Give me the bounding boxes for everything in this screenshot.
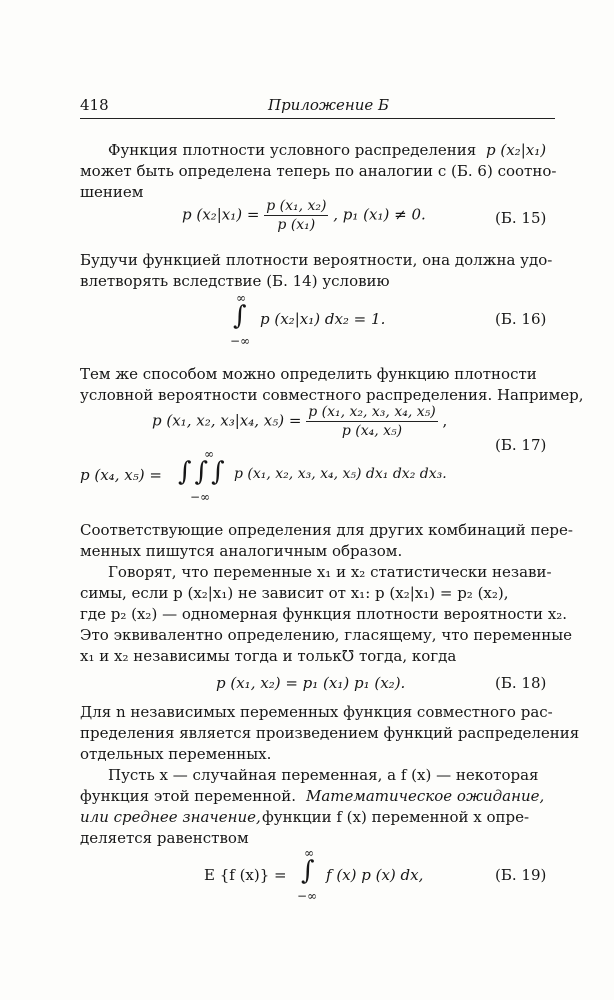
paragraph-line: Говорят, что переменные x₁ и x₂ статистически незави-	[108, 563, 552, 581]
paragraph-line: Для n независимых переменных функция совместного рас-	[80, 703, 553, 721]
italic-term: Математическое ожидание,	[306, 787, 545, 805]
paragraph-line: Соответствующие определения для других комбинаций пере-	[80, 521, 573, 539]
equation-number: (Б. 15)	[495, 209, 547, 227]
fraction	[264, 198, 328, 233]
equation-b18-body: p (x₁, x₂) = p₁ (x₁) p₁ (x₂).	[216, 674, 406, 692]
fraction-numerator: p (x₁, x₂)	[266, 198, 327, 214]
integral-upper-limit: ∞	[236, 291, 246, 305]
equation-lhs: p (x₄, x₅) =	[80, 466, 162, 484]
running-title: Приложение Б	[268, 96, 390, 114]
equation-number: (Б. 17)	[495, 436, 547, 454]
paragraph-line: влетворять вследствие (Б. 14) условию	[80, 272, 390, 290]
equation-b19-body: f (x) p (x) dx,	[326, 866, 424, 884]
paragraph-line: Будучи функцией плотности вероятности, она должна удо-	[80, 251, 553, 269]
integral-lower-limit: −∞	[297, 889, 318, 903]
integral-upper-limit: ∞	[204, 447, 214, 461]
equation-number: (Б. 16)	[495, 310, 547, 328]
paragraph-line: шением	[80, 183, 144, 201]
paragraph-line: функции f (x) переменной x опре-	[262, 808, 530, 826]
equation-lhs: p (x₂|x₁) =	[182, 205, 260, 224]
equation-b16-body: p (x₂|x₁) dx₂ = 1.	[260, 310, 386, 328]
paragraph-line: деляется равенством	[80, 829, 249, 847]
equation-b17-integrand: p (x₁, x₂, x₃, x₄, x₅) dx₁ dx₂ dx₃.	[234, 466, 447, 482]
equation-number: (Б. 19)	[495, 866, 547, 884]
paragraph-line: Это эквивалентно определению, гласящему, что переменные	[80, 626, 573, 644]
equation-number: (Б. 18)	[495, 674, 547, 692]
paragraph-line: где p₂ (x₂) — одномерная функция плотности вероятности x₂.	[80, 605, 568, 623]
integral-lower-limit: −∞	[190, 490, 211, 504]
paragraph-line: пределения является произведением функций распределения	[80, 724, 580, 742]
paragraph-line: может быть определена теперь по аналогии с (Б. 6) соотно-	[80, 162, 557, 180]
equation-comma: ,	[442, 411, 448, 430]
fraction-numerator: p (x₁, x₂, x₃, x₄, x₅)	[308, 404, 436, 420]
inline-formula: p (x₂|x₁)	[486, 141, 547, 159]
page-number: 418	[80, 96, 109, 114]
equation-b15	[182, 198, 426, 233]
paragraph-line: отдельных переменных.	[80, 745, 272, 763]
equation-lhs: E {f (x)} =	[204, 866, 287, 884]
paragraph-line: условной вероятности совместного распределения. Например,	[80, 386, 584, 404]
fraction-denominator: p (x₁)	[277, 217, 316, 233]
paragraph-line: функция этой переменной.	[80, 787, 296, 805]
equation-rest: , p₁ (x₁) ≠ 0.	[333, 205, 426, 224]
fraction-denominator: p (x₄, x₅)	[341, 423, 403, 439]
paragraph-line: Пусть x — случайная переменная, а f (x) — некоторая	[108, 766, 539, 784]
integral-sign: ∫	[233, 301, 247, 331]
integral-upper-limit: ∞	[304, 846, 314, 860]
paragraph-line: Функция плотности условного распределения	[108, 141, 477, 159]
equation-lhs: p (x₁, x₂, x₃|x₄, x₅) =	[152, 411, 302, 430]
equation-b17-first-line	[152, 404, 447, 439]
triple-integral-signs: ∫∫∫	[178, 457, 228, 487]
integral-lower-limit: −∞	[230, 334, 251, 348]
header-rule	[80, 118, 555, 119]
italic-term: или среднее значение,	[80, 808, 261, 826]
paragraph-line: симы, если p (x₂|x₁) не зависит от x₁: p (x₂|x₁) = p₂ (x₂),	[80, 584, 509, 602]
paragraph-line: менных пишутся аналогичным образом.	[80, 542, 403, 560]
integral-sign: ∫	[301, 856, 315, 886]
paragraph-line: x₁ и x₂ независимы тогда и тольк℧ тогда, когда	[80, 647, 457, 665]
paragraph-line: Тем же способом можно определить функцию плотности	[80, 365, 537, 383]
fraction	[306, 404, 437, 439]
